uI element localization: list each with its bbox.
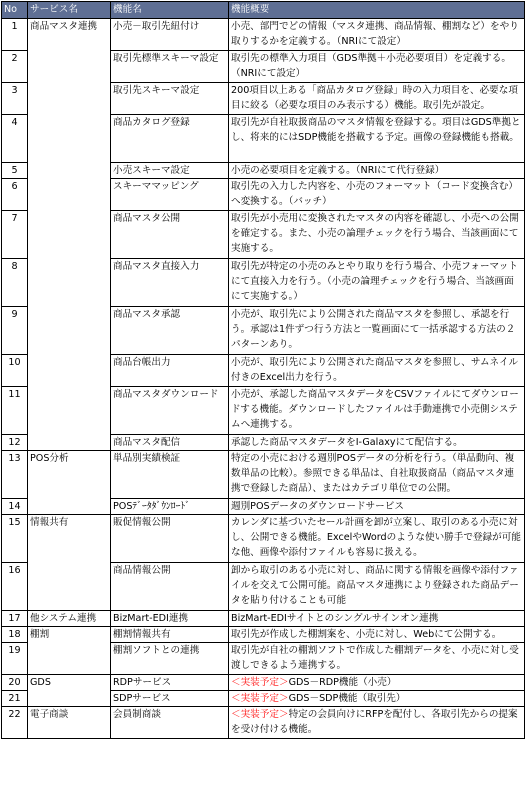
table-row: [2, 691, 525, 707]
header-service: サービス名: [28, 2, 111, 19]
row-no: 22: [2, 707, 28, 739]
row-overview: [229, 435, 525, 451]
row-function: スキーママッピング: [111, 179, 229, 211]
overview-text: GDS－SDP機能（取引先）: [288, 693, 406, 704]
table-row: [2, 435, 525, 451]
overview-text: 小売が、承認した商品マスタデータをCSVファイルにてダウンロードする機能。ダウンロードしたファイルは手動連携で小売側システムへ連携する。: [231, 389, 519, 430]
row-overview: [229, 499, 525, 515]
row-overview: [229, 355, 525, 387]
row-function: 商品情報公開: [111, 563, 229, 611]
overview-text: 取引先が作成した棚割案を、小売に対し、Webにて公開する。: [231, 629, 502, 640]
row-service: [28, 307, 111, 355]
overview-text: 週別POSデータのダウンロードサービス: [231, 501, 404, 512]
overview-text: BizMart-EDIサイトとのシングルサインオン連携: [231, 613, 439, 624]
table-row: [2, 51, 525, 83]
row-service: [28, 563, 111, 611]
row-service: [28, 211, 111, 259]
row-service: [28, 83, 111, 115]
row-function: 小売－取引先紐付け: [111, 19, 229, 51]
table-body: [2, 19, 525, 739]
overview-text: 小売が、取引先により公開された商品マスタを参照し、サムネイル付きのExcel出力を行う。: [231, 357, 519, 383]
overview-text: カレンダに基づいたセール計画を卸が立案し、取引のある小売に対し、公開できる機能。ExcelやWordのような使い勝手で登録が可能な他、画像や添付ファイルも容易に扱える。: [231, 517, 521, 558]
row-overview: [229, 643, 525, 675]
row-no: 12: [2, 435, 28, 451]
row-function: BizMart-EDI連携: [111, 611, 229, 627]
overview-text: 小売、部門でどの情報（マスタ連携、商品情報、棚割など）をやり取りするかを定義する。（NRIにて設定）: [231, 21, 519, 47]
row-service: [28, 163, 111, 179]
row-service: [28, 435, 111, 451]
header-overview: 機能概要: [229, 2, 525, 19]
row-overview: [229, 611, 525, 627]
row-overview: [229, 691, 525, 707]
table-row: [2, 611, 525, 627]
row-no: 2: [2, 51, 28, 83]
table-row: [2, 355, 525, 387]
row-function: POSﾃﾞｰﾀﾀﾞｳﾝﾛｰﾄﾞ: [111, 499, 229, 515]
row-function: 小売スキーマ設定: [111, 163, 229, 179]
table-row: [2, 515, 525, 563]
overview-text: 卸から取引のある小売に対し、商品に関する情報を画像や添付ファイルを交えて公開可能。商品マスタ連携により登録された商品データを貼り付けることも可能: [231, 565, 519, 606]
header-function: 機能名: [111, 2, 229, 19]
row-service: GDS: [28, 675, 111, 691]
row-no: 8: [2, 259, 28, 307]
row-overview: [229, 707, 525, 739]
row-overview: [229, 387, 525, 435]
row-no: 14: [2, 499, 28, 515]
table-row: [2, 163, 525, 179]
row-overview: [229, 115, 525, 163]
row-function: 会員制商談: [111, 707, 229, 739]
row-no: 15: [2, 515, 28, 563]
row-overview: [229, 259, 525, 307]
row-no: 13: [2, 451, 28, 499]
row-no: 21: [2, 691, 28, 707]
row-overview: [229, 451, 525, 499]
row-no: 7: [2, 211, 28, 259]
table-row: [2, 307, 525, 355]
row-service: 棚割: [28, 627, 111, 643]
row-service: [28, 355, 111, 387]
planned-tag: ＜実装予定＞: [231, 693, 289, 704]
table-row: [2, 451, 525, 499]
overview-text: 特定の小売における週別POSデータの分析を行う。（単品動向、複数単品の比較）。参照できる単品は、自社取扱商品（商品マスタ連携で登録した商品）、またはカテゴリ単位での公開。: [231, 453, 515, 494]
row-function: 商品マスタ配信: [111, 435, 229, 451]
overview-text: 取引先が特定の小売のみとやり取りを行う場合、小売フォーマットにて直接入力を行う。（小売の論理チェックを行う場合、当該画面にて実施する。）: [231, 261, 518, 302]
table-row: [2, 387, 525, 435]
row-service: 電子商談: [28, 707, 111, 739]
row-no: 3: [2, 83, 28, 115]
table-row: [2, 499, 525, 515]
row-overview: [229, 211, 525, 259]
planned-tag: ＜実装予定＞: [231, 677, 289, 688]
overview-text: GDS－RDP機能（小売）: [288, 677, 397, 688]
row-service: [28, 179, 111, 211]
overview-text: 200項目以上ある「商品カタログ登録」時の入力項目を、必要な項目に絞る（必要な項目のみ表示する）機能。取引先が設定。: [231, 85, 518, 111]
row-no: 20: [2, 675, 28, 691]
row-overview: [229, 627, 525, 643]
table-row: [2, 643, 525, 675]
overview-text: 取引先の標準入力項目（GDS準拠＋小売必要項目）を定義する。（NRIにて設定）: [231, 53, 511, 79]
row-function: 商品カタログ登録: [111, 115, 229, 163]
row-service: 商品マスタ連携: [28, 19, 111, 51]
row-function: 単品別実績検証: [111, 451, 229, 499]
table-row: [2, 563, 525, 611]
overview-text: 小売の必要項目を定義する。（NRIにて代行登録）: [231, 165, 445, 176]
row-function: 棚割ソフトとの連携: [111, 643, 229, 675]
row-no: 16: [2, 563, 28, 611]
row-function: RDPサービス: [111, 675, 229, 691]
table-row: [2, 83, 525, 115]
header-row: [2, 2, 525, 19]
row-service: 他システム連携: [28, 611, 111, 627]
overview-text: 取引先が自社取扱商品のマスタ情報を登録する。項目はGDS準拠とし、将来的にはSDP機能を搭載する予定。画像の登録機能も搭載。: [231, 117, 521, 143]
table-row: [2, 707, 525, 739]
row-no: 18: [2, 627, 28, 643]
row-service: [28, 387, 111, 435]
overview-text: 特定の会員向けにRFPを配付し、各取引先からの提案を受け付ける機能。: [231, 709, 518, 735]
row-function: 取引先スキーマ設定: [111, 83, 229, 115]
table-row: [2, 211, 525, 259]
row-overview: [229, 307, 525, 355]
table-row: [2, 627, 525, 643]
row-function: 商品マスタ公開: [111, 211, 229, 259]
table-row: [2, 259, 525, 307]
row-function: 棚割情報共有: [111, 627, 229, 643]
row-service: [28, 51, 111, 83]
overview-text: 小売が、取引先により公開された商品マスタを参照し、承認を行う。承認は1件ずつ行う方法と一覧画面にて一括承認する方法の２パターンあり。: [231, 309, 516, 350]
row-overview: [229, 515, 525, 563]
row-function: 販促情報公開: [111, 515, 229, 563]
table-row: [2, 675, 525, 691]
row-function: 商品マスタダウンロード: [111, 387, 229, 435]
header-no: No: [2, 2, 28, 19]
row-service: [28, 115, 111, 163]
row-service: [28, 643, 111, 675]
row-overview: [229, 563, 525, 611]
row-overview: [229, 179, 525, 211]
row-overview: [229, 675, 525, 691]
overview-text: 取引先の入力した内容を、小売のフォーマット（コード変換含む）へ変換する。（バッチ）: [231, 181, 518, 207]
row-no: 4: [2, 115, 28, 163]
row-function: 商品台帳出力: [111, 355, 229, 387]
row-no: 5: [2, 163, 28, 179]
row-service: [28, 691, 111, 707]
row-overview: [229, 19, 525, 51]
row-function: 取引先標準スキーマ設定: [111, 51, 229, 83]
row-no: 11: [2, 387, 28, 435]
row-no: 19: [2, 643, 28, 675]
row-overview: [229, 51, 525, 83]
overview-text: 取引先が小売用に変換されたマスタの内容を確認し、小売への公開を確定する。また、小売の論理チェックを行う場合、当該画面にて実施する。: [231, 213, 519, 254]
row-overview: [229, 83, 525, 115]
table-row: [2, 115, 525, 163]
row-service: POS分析: [28, 451, 111, 499]
row-service: [28, 259, 111, 307]
function-table: [1, 1, 525, 739]
overview-text: 承認した商品マスタデータをI-Galaxyにて配信する。: [231, 437, 463, 448]
table-row: [2, 179, 525, 211]
overview-text: 取引先が自社の棚割ソフトで作成した棚割データを、小売に対し受渡しできるよう連携する。: [231, 645, 519, 671]
planned-tag: ＜実装予定＞: [231, 709, 289, 720]
row-function: 商品マスタ直接入力: [111, 259, 229, 307]
row-function: 商品マスタ承認: [111, 307, 229, 355]
row-service: 情報共有: [28, 515, 111, 563]
row-no: 10: [2, 355, 28, 387]
row-no: 9: [2, 307, 28, 355]
table-row: [2, 19, 525, 51]
row-no: 6: [2, 179, 28, 211]
row-service: [28, 499, 111, 515]
row-no: 1: [2, 19, 28, 51]
row-no: 17: [2, 611, 28, 627]
row-overview: [229, 163, 525, 179]
row-function: SDPサービス: [111, 691, 229, 707]
